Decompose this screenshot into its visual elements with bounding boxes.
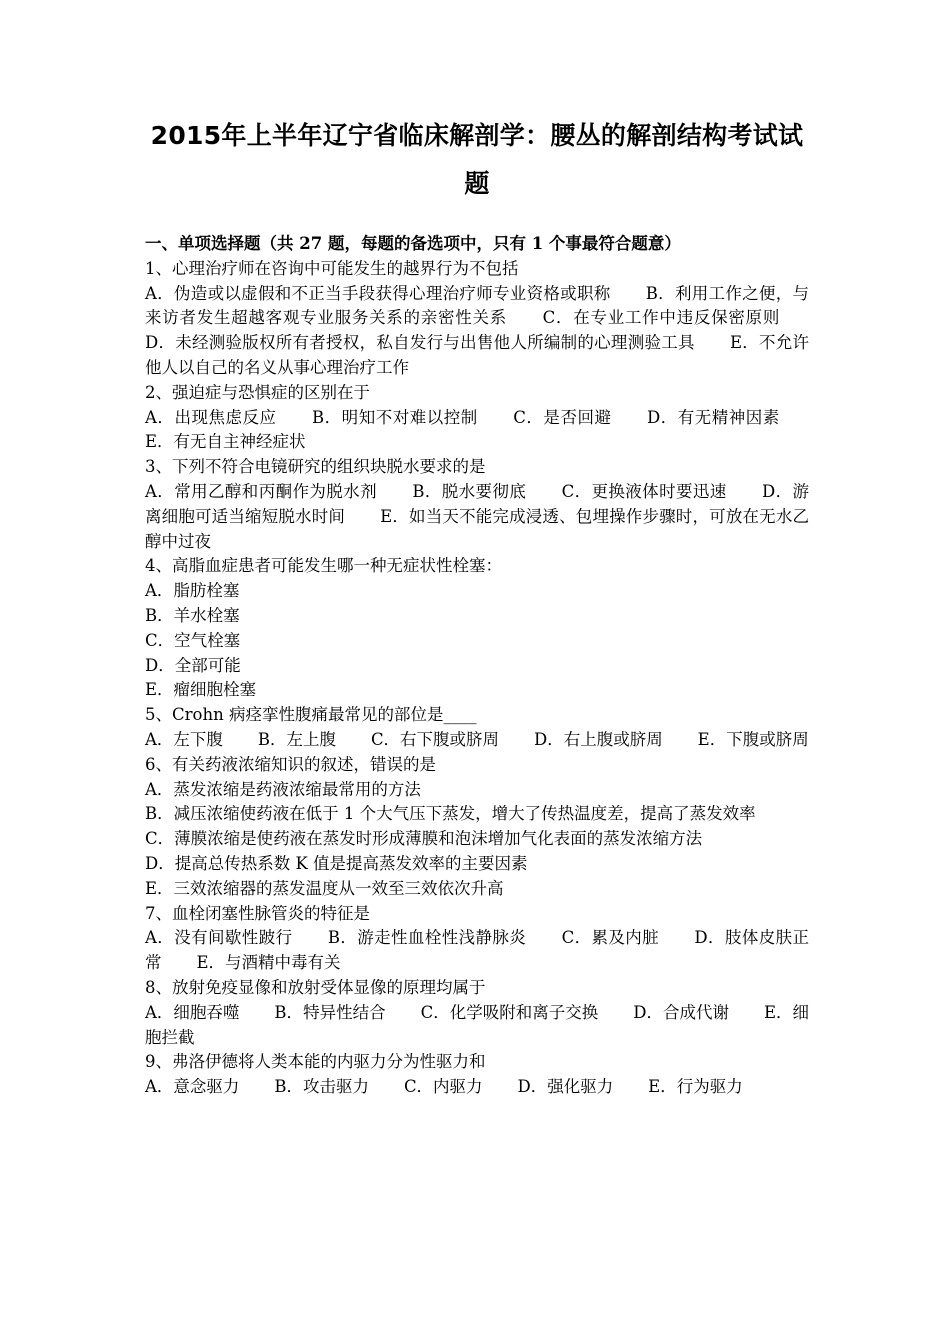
question-list (145, 257, 809, 1100)
option-b: B．明知不对难以控制 (312, 407, 478, 427)
option-group (145, 282, 809, 381)
option-group (145, 728, 809, 753)
option-a: A．左下腹 (145, 729, 223, 749)
question-stem: 2、强迫症与恐惧症的区别在于 (145, 382, 370, 402)
option-c: C．化学吸附和离子交换 (420, 1002, 599, 1022)
option-a: A．出现焦虑反应 (145, 407, 277, 427)
document-page (145, 112, 809, 1100)
question-stem: 7、血栓闭塞性脉管炎的特征是 (145, 903, 370, 923)
option-d: D．右上腹或脐周 (534, 729, 663, 749)
option-a: A．脂肪栓塞 (145, 581, 240, 601)
option-a: A．没有间歇性跛行 (145, 928, 293, 948)
option-b: B．特异性结合 (274, 1002, 386, 1022)
option-a: A．常用乙醇和丙酮作为脱水剂 (145, 481, 377, 501)
question-6 (145, 753, 809, 902)
option-d: D．有无精神因素 (646, 407, 780, 427)
question-8 (145, 976, 809, 1050)
question-5 (145, 703, 809, 753)
question-3 (145, 455, 809, 554)
option-e: E．如当天不能完成浸透、包埋操作步骤时，可放在无水乙醇中过夜 (145, 506, 810, 551)
option-b: B．羊水栓塞 (145, 605, 240, 625)
option-e: E．瘤细胞栓塞 (145, 680, 257, 700)
option-d: D．游离细胞可适当缩短脱水时间 (145, 481, 810, 526)
question-stem: 1、心理治疗师在咨询中可能发生的越界行为不包括 (145, 258, 519, 278)
option-c: C．是否回避 (513, 407, 612, 427)
option-b: B．游走性血栓性浅静脉炎 (327, 928, 527, 948)
question-stem: 8、放射免疫显像和放射受体显像的原理均属于 (145, 977, 486, 997)
option-d: D．提高总传热系数 K 值是提高蒸发效率的主要因素 (145, 853, 528, 873)
question-9 (145, 1050, 809, 1100)
option-b: B．利用工作之便，与来访者发生超越客观专业服务关系的亲密性关系 (145, 283, 809, 328)
option-a: A．蒸发浓缩是药液浓缩最常用的方法 (145, 779, 421, 799)
option-c: C．在专业工作中违反保密原则 (542, 308, 780, 328)
option-e: E．细胞拦截 (145, 1002, 810, 1047)
option-c: C．空气栓塞 (145, 630, 241, 650)
option-a: A．细胞吞噬 (145, 1002, 240, 1022)
question-2 (145, 381, 809, 455)
option-group (145, 1001, 809, 1051)
option-c: C．右下腹或脐周 (370, 729, 500, 749)
option-e: E．三效浓缩器的蒸发温度从一效至三效依次升高 (145, 878, 504, 898)
option-e: E．有无自主神经症状 (145, 432, 306, 452)
option-group (145, 406, 809, 456)
question-1 (145, 257, 809, 381)
option-c: C．更换液体时要迅速 (561, 481, 727, 501)
option-d: D．全部可能 (145, 655, 241, 675)
question-stem: 3、下列不符合电镜研究的组织块脱水要求的是 (145, 457, 486, 477)
option-e: E．下腹或脐周 (697, 729, 809, 749)
option-b: B．脱水要彻底 (412, 481, 527, 501)
option-c: C．内驱力 (403, 1077, 483, 1097)
option-e: E．与酒精中毒有关 (196, 953, 341, 973)
question-4 (145, 554, 809, 703)
option-e: E．行为驱力 (648, 1077, 743, 1097)
question-stem: 4、高脂血症患者可能发生哪一种无症状性栓塞： (145, 556, 502, 576)
option-a: A．伪造或以虚假和不正当手段获得心理治疗师专业资格或职称 (145, 283, 611, 303)
option-a: A．意念驱力 (145, 1077, 240, 1097)
question-stem: 9、弗洛伊德将人类本能的内驱力分为性驱力和 (145, 1052, 486, 1072)
option-c: C．累及内脏 (561, 928, 660, 948)
option-d: D．强化驱力 (517, 1077, 614, 1097)
section-heading: 一、单项选择题（共 27 题，每题的备选项中，只有 1 个事最符合题意） (145, 234, 681, 253)
option-b: B．左上腹 (257, 729, 336, 749)
option-group (145, 926, 809, 976)
option-d: D．未经测验版权所有者授权，私自发行与出售他人所编制的心理测验工具 (145, 333, 695, 353)
option-group (145, 480, 809, 554)
option-group (145, 1075, 809, 1100)
option-c: C．薄膜浓缩是使药液在蒸发时形成薄膜和泡沫增加气化表面的蒸发浓缩方法 (145, 829, 703, 849)
document-title: 2015年上半年辽宁省临床解剖学：腰丛的解剖结构考试试题 (150, 121, 804, 198)
option-b: B．减压浓缩使药液在低于 1 个大气压下蒸发，增大了传热温度差，提高了蒸发效率 (145, 804, 756, 824)
question-stem: 6、有关药液浓缩知识的叙述，错误的是 (145, 754, 436, 774)
option-b: B．攻击驱力 (274, 1077, 369, 1097)
option-e: E．不允许他人以自己的名义从事心理治疗工作 (145, 333, 810, 377)
option-d: D．合成代谢 (633, 1002, 730, 1022)
question-stem: 5、Crohn 病痉挛性腹痛最常见的部位是____ (145, 705, 477, 725)
question-7 (145, 902, 809, 976)
option-d: D．肢体皮肤正常 (145, 928, 810, 973)
